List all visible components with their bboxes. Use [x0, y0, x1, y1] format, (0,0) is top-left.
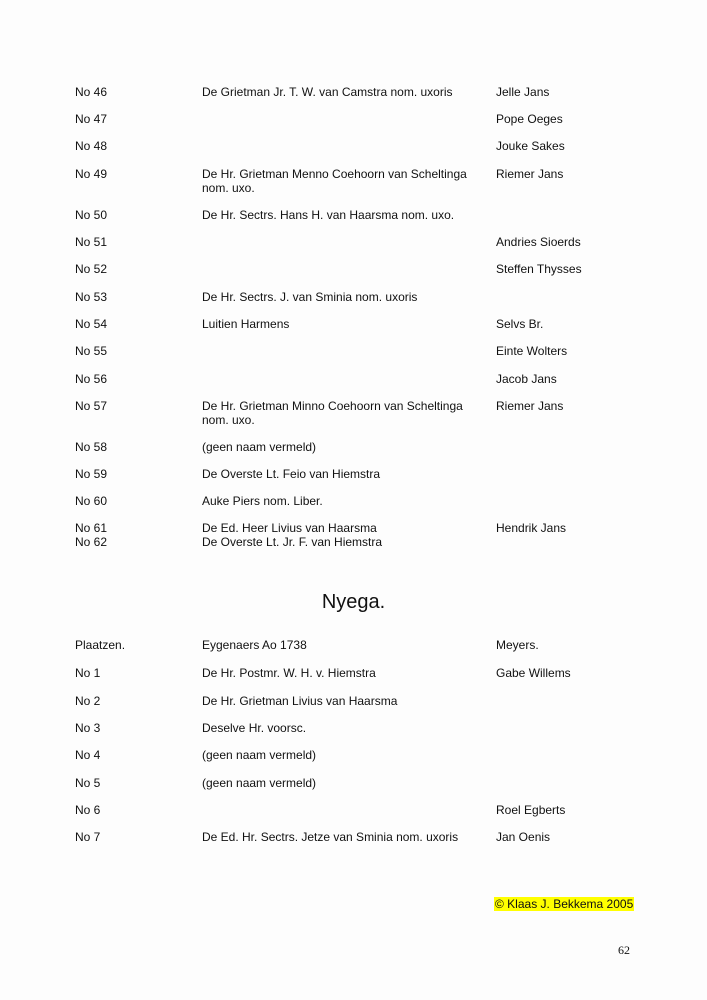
plot-number: No 5: [75, 776, 101, 790]
plot-number: No 52: [75, 262, 108, 276]
owner-name: (geen naam vermeld): [202, 776, 317, 790]
tenant-name: Riemer Jans: [496, 399, 564, 413]
plot-number: No 48: [75, 139, 108, 153]
tenant-name: Jelle Jans: [496, 85, 550, 99]
tenant-name: Riemer Jans: [496, 167, 564, 181]
plot-number: No 60: [75, 494, 108, 508]
owner-name: (geen naam vermeld): [202, 748, 317, 762]
plot-number: No 7: [75, 830, 101, 844]
owner-name: Luitien Harmens: [202, 317, 290, 331]
tenant-name: Andries Sioerds: [496, 235, 581, 249]
owner-name: De Hr. Grietman Menno Coehoorn van Scheltinga nom. uxo.: [202, 167, 467, 195]
owner-name: De Hr. Grietman Minno Coehoorn van Scheltinga nom. uxo.: [202, 399, 463, 427]
plot-number: No 57: [75, 399, 108, 413]
plot-number: No 53: [75, 290, 108, 304]
tenant-name: Steffen Thysses: [496, 262, 582, 276]
tenant-name: Selvs Br.: [496, 317, 544, 331]
page-number: 62: [618, 943, 630, 957]
plot-number: No 49: [75, 167, 108, 181]
plot-number: No 6: [75, 803, 101, 817]
tenant-name: Einte Wolters: [496, 344, 568, 358]
tenant-name: Jan Oenis: [496, 830, 551, 844]
owner-name: Deselve Hr. voorsc.: [202, 721, 307, 735]
plot-number: No 50: [75, 208, 108, 222]
plot-number: No 56: [75, 372, 108, 386]
column-header-plots: Plaatzen.: [75, 638, 126, 652]
owner-name: De Overste Lt. Feio van Hiemstra: [202, 467, 381, 481]
plot-number: No 55: [75, 344, 108, 358]
tenant-name: Gabe Willems: [496, 666, 571, 680]
owner-name: De Hr. Sectrs. Hans H. van Haarsma nom. uxo.: [202, 208, 455, 222]
section-title: Nyega.: [321, 591, 386, 613]
plot-number: No 51: [75, 235, 108, 249]
plot-number: No 2: [75, 694, 101, 708]
owner-name: Auke Piers nom. Liber.: [202, 494, 323, 508]
tenant-name: Jouke Sakes: [496, 139, 565, 153]
tenant-name: Pope Oeges: [496, 112, 563, 126]
tenant-name: Hendrik Jans: [496, 521, 567, 535]
plot-number: No 59: [75, 467, 108, 481]
tenant-name: Roel Egberts: [496, 803, 566, 817]
plot-number: No 1: [75, 666, 101, 680]
plot-number: No 61 No 62: [75, 521, 108, 549]
owner-name: De Hr. Postmr. W. H. v. Hiemstra: [202, 666, 376, 680]
copyright-notice: © Klaas J. Bekkema 2005: [495, 897, 634, 911]
column-header-owners: Eygenaers Ao 1738: [202, 638, 307, 652]
owner-name: De Hr. Sectrs. J. van Sminia nom. uxoris: [202, 290, 418, 304]
owner-name: De Grietman Jr. T. W. van Camstra nom. uxoris: [202, 85, 453, 99]
plot-number: No 46: [75, 85, 108, 99]
owner-name: (geen naam vermeld): [202, 440, 317, 454]
tenant-name: Jacob Jans: [496, 372, 557, 386]
plot-number: No 3: [75, 721, 101, 735]
owner-name: De Ed. Hr. Sectrs. Jetze van Sminia nom. uxoris: [202, 830, 459, 844]
plot-number: No 4: [75, 748, 101, 762]
plot-number: No 58: [75, 440, 108, 454]
plot-number: No 47: [75, 112, 108, 126]
owner-name: De Ed. Heer Livius van Haarsma De Overste Lt. Jr. F. van Hiemstra: [202, 521, 383, 549]
plot-number: No 54: [75, 317, 108, 331]
column-header-tenants: Meyers.: [496, 638, 539, 652]
owner-name: De Hr. Grietman Livius van Haarsma: [202, 694, 398, 708]
